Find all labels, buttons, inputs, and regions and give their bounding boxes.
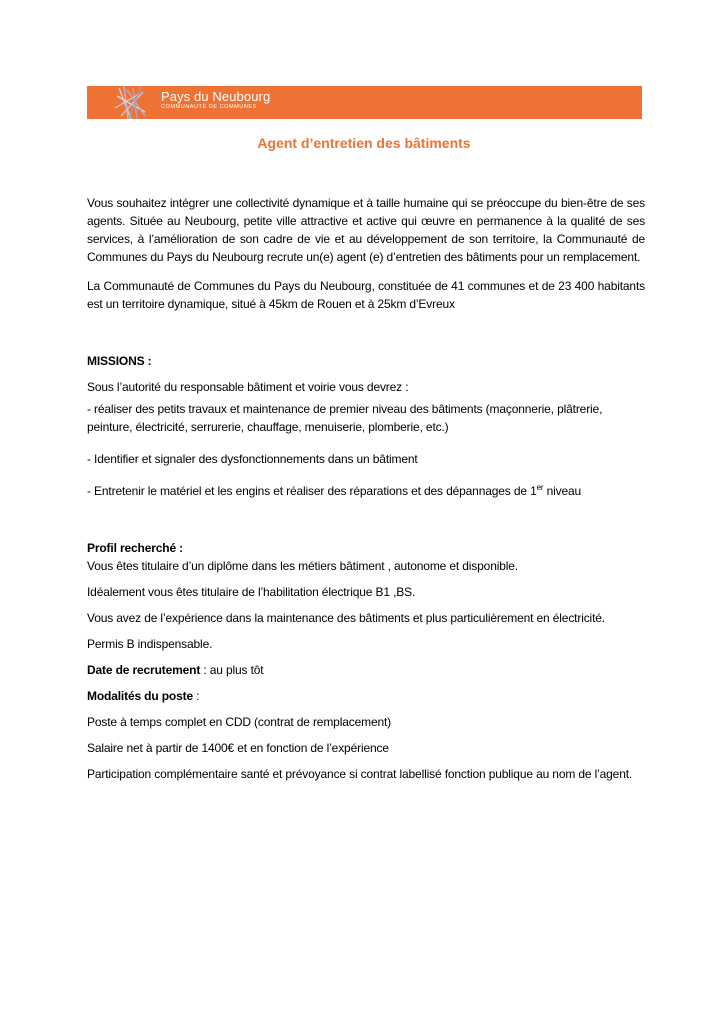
missions-lead: Sous l’autorité du responsable bâtiment et voirie vous devrez :: [87, 380, 409, 394]
recruitment-label: Date de recrutement: [87, 663, 201, 677]
mission-item-3: [87, 482, 645, 500]
missions-heading: MISSIONS :: [87, 354, 152, 368]
recruitment-value: : au plus tôt: [200, 663, 264, 677]
recruitment-date: [87, 661, 645, 679]
document-body: [87, 194, 645, 783]
intro-paragraph: Vous souhaitez intégrer une collectivité dynamique et à taille humaine qui se préoccupe du bien-être de ses agents. Située au Neubourg, petite ville attractive et active qui œuvre en permanence à la qualité de ses services, à l’amélioration de son cadre de vie et au développement de son territoire, la Communauté de Communes du Pays du Neubourg recrute un(e) agent (e) d’entretien des bâtiments pour un remplacement.: [87, 196, 645, 264]
terms-heading-line: [87, 687, 645, 705]
logo-text: [161, 90, 270, 111]
terms-line-3: Participation complémentaire santé et prévoyance si contrat labellisé fonction publique au nom de l’agent.: [87, 767, 633, 781]
terms-line-2: Salaire net à partir de 1400€ et en fonction de l’expérience: [87, 741, 389, 755]
profile-heading: Profil recherché :: [87, 541, 184, 555]
org-subtitle: COMMUNAUTÉ DE COMMUNES: [161, 104, 257, 110]
profile-line-1: Vous êtes titulaire d’un diplôme dans les métiers bâtiment , autonome et disponible.: [87, 559, 518, 573]
mission-item-3-text: - Entretenir le matériel et les engins et réaliser des réparations et des dépannages de 1: [87, 484, 537, 498]
profile-line-3: Vous avez de l’expérience dans la maintenance des bâtiments et plus particulièrement en électricité.: [87, 611, 605, 625]
mission-item-3-tail: niveau: [543, 484, 582, 498]
org-name: Pays du Neubourg: [161, 89, 271, 104]
terms-line-1: Poste à temps complet en CDD (contrat de remplacement): [87, 715, 392, 729]
terms-heading-suffix: :: [192, 689, 200, 703]
terms-heading: Modalités du poste: [87, 689, 193, 703]
page-title: Agent d’entretien des bâtiments: [257, 135, 471, 151]
profile-line-2: Idéalement vous êtes titulaire de l’habilitation électrique B1 ,BS.: [87, 585, 416, 599]
pays-du-neubourg-logo-icon: [115, 86, 149, 119]
profile-line-4: Permis B indispensable.: [87, 637, 213, 651]
mission-item-3-superscript: er: [536, 483, 544, 492]
mission-item-1: - réaliser des petits travaux et maintenance de premier niveau des bâtiments (maçonnerie, plâtrerie, peinture, électricité, serrurerie, chauffage, menuiserie, plomberie, etc.): [87, 402, 603, 434]
header-banner: [87, 86, 642, 119]
mission-item-2: - Identifier et signaler des dysfonctionnements dans un bâtiment: [87, 452, 418, 466]
territory-paragraph: La Communauté de Communes du Pays du Neubourg, constituée de 41 communes et de 23 400 habitants est un territoire dynamique, situé à 45km de Rouen et à 25km d’Evreux: [87, 279, 645, 311]
